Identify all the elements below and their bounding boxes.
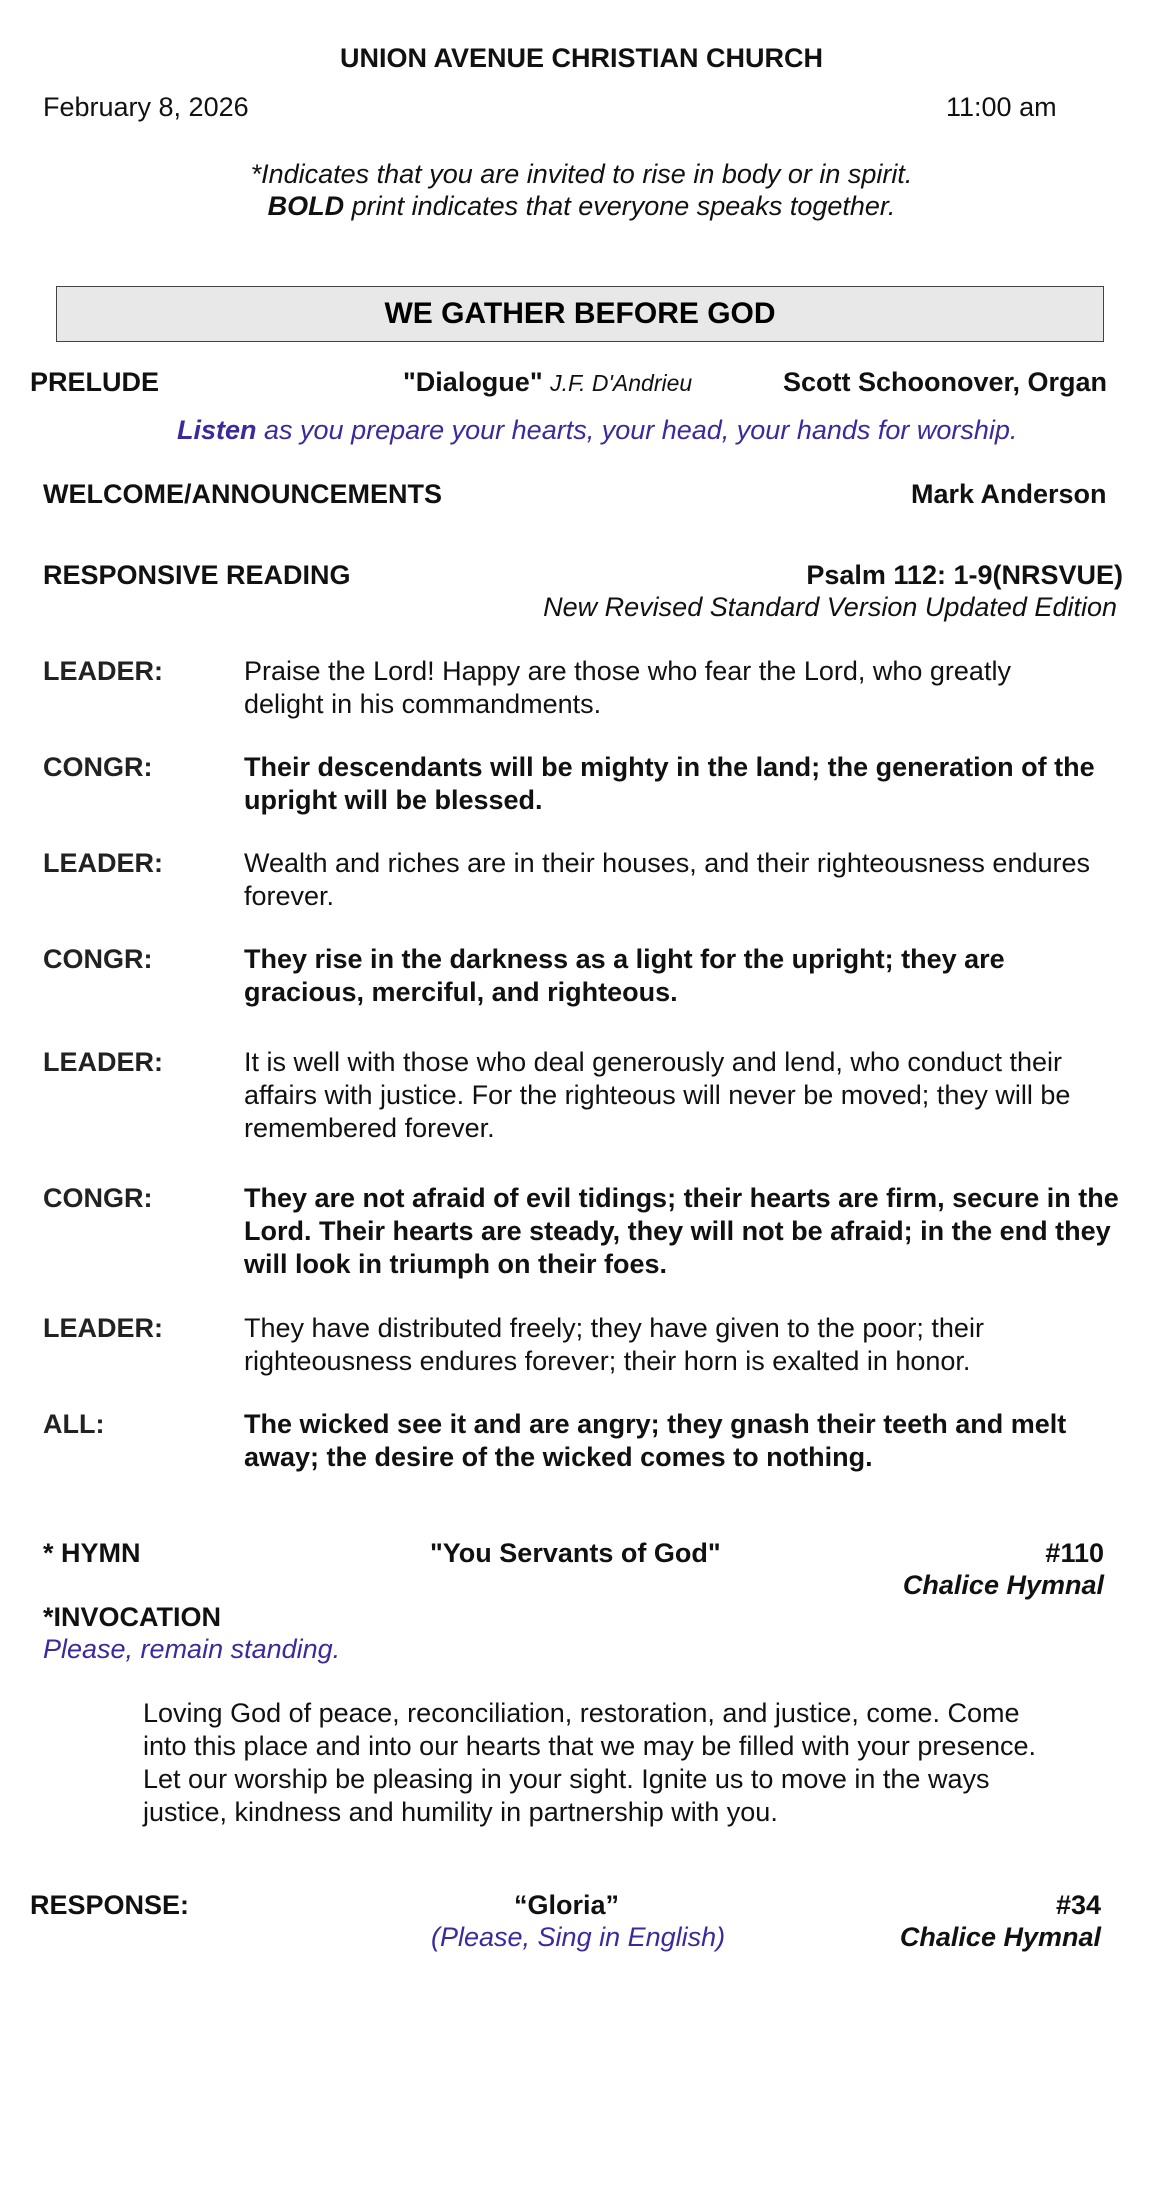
reading-text: Praise the Lord! Happy are those who fear the Lord, who greatly delight in his commandments. xyxy=(244,656,1011,719)
response-title: “Gloria” xyxy=(514,1890,620,1920)
response-book: Chalice Hymnal xyxy=(899,1922,1101,1952)
listen-word: Listen xyxy=(177,415,257,445)
reading-speaker: LEADER: xyxy=(43,848,163,878)
response-number: #34 xyxy=(1055,1890,1101,1920)
reading-version: New Revised Standard Version Updated Edition xyxy=(543,592,1117,622)
prelude-title: "Dialogue" xyxy=(403,367,543,397)
reading-text: The wicked see it and are angry; they gnash their teeth and melt away; the desire of the wicked comes to nothing. xyxy=(244,1409,1067,1472)
reading-speaker: CONGR: xyxy=(43,752,153,782)
invocation-prayer: Loving God of peace, reconciliation, restoration, and justice, come. Come into this place and into our hearts that we may be filled with your presence. Let our worship be pleasing in your sight. Ignite us to move in the ways justice, kindness and humility in partnership with you. xyxy=(143,1698,1036,1827)
service-time: 11:00 am xyxy=(946,92,1057,122)
reading-text: Wealth and riches are in their houses, and their righteousness endures forever. xyxy=(244,848,1091,911)
listen-rest: as you prepare your hearts, your head, your hands for worship. xyxy=(256,415,1018,445)
prelude-performer: Scott Schoonover, Organ xyxy=(783,367,1108,397)
response-label: RESPONSE: xyxy=(30,1890,190,1920)
reading-label: RESPONSIVE READING xyxy=(43,560,351,590)
reading-speaker: LEADER: xyxy=(43,1047,163,1077)
reading-text: They have distributed freely; they have given to the poor; their righteousness endures forever; their horn is exalted in honor. xyxy=(244,1313,984,1376)
hymn-label: * HYMN xyxy=(43,1538,141,1568)
instruction-note-2 xyxy=(0,190,1163,223)
reading-reference: Psalm 112: 1-9(NRSVUE) xyxy=(806,560,1123,590)
reading-text: They rise in the darkness as a light for the upright; they are gracious, merciful, and righteous. xyxy=(244,944,1005,1007)
reading-speaker: LEADER: xyxy=(43,1313,163,1343)
reading-speaker: ALL: xyxy=(43,1409,105,1439)
prelude-listen-line xyxy=(177,414,1017,447)
reading-speaker: CONGR: xyxy=(43,1183,153,1213)
prelude-composer: J.F. D'Andrieu xyxy=(550,370,693,396)
church-name: UNION AVENUE CHRISTIAN CHURCH xyxy=(339,43,823,73)
service-date: February 8, 2026 xyxy=(43,92,249,122)
bold-keyword: BOLD xyxy=(267,191,345,221)
reading-speaker: LEADER: xyxy=(43,656,163,686)
prelude-label: PRELUDE xyxy=(30,367,160,397)
prelude-piece xyxy=(403,366,692,400)
reading-text: It is well with those who deal generously and lend, who conduct their affairs with justice. For the righteous will never be moved; they will be remembered forever. xyxy=(244,1047,1071,1143)
response-instruction: (Please, Sing in English) xyxy=(431,1922,726,1952)
hymn-book: Chalice Hymnal xyxy=(902,1570,1104,1600)
hymn-number: #110 xyxy=(1045,1538,1104,1568)
invocation-instruction: Please, remain standing. xyxy=(43,1634,341,1664)
instruction-note-2-rest: print indicates that everyone speaks together. xyxy=(344,191,896,221)
welcome-label: WELCOME/ANNOUNCEMENTS xyxy=(43,479,442,509)
hymn-title: "You Servants of God" xyxy=(430,1538,721,1568)
section-title: WE GATHER BEFORE GOD xyxy=(384,297,776,330)
welcome-leader: Mark Anderson xyxy=(911,479,1107,509)
reading-speaker: CONGR: xyxy=(43,944,153,974)
reading-text: They are not afraid of evil tidings; their hearts are firm, secure in the Lord. Their hearts are steady, they will not be afraid; in the end they will look in triumph on their foes. xyxy=(244,1183,1119,1279)
section-header-box xyxy=(56,286,1104,342)
instruction-note-1: *Indicates that you are invited to rise in body or in spirit. xyxy=(250,159,913,189)
invocation-label: *INVOCATION xyxy=(43,1602,222,1632)
reading-text: Their descendants will be mighty in the land; the generation of the upright will be blessed. xyxy=(244,752,1095,815)
